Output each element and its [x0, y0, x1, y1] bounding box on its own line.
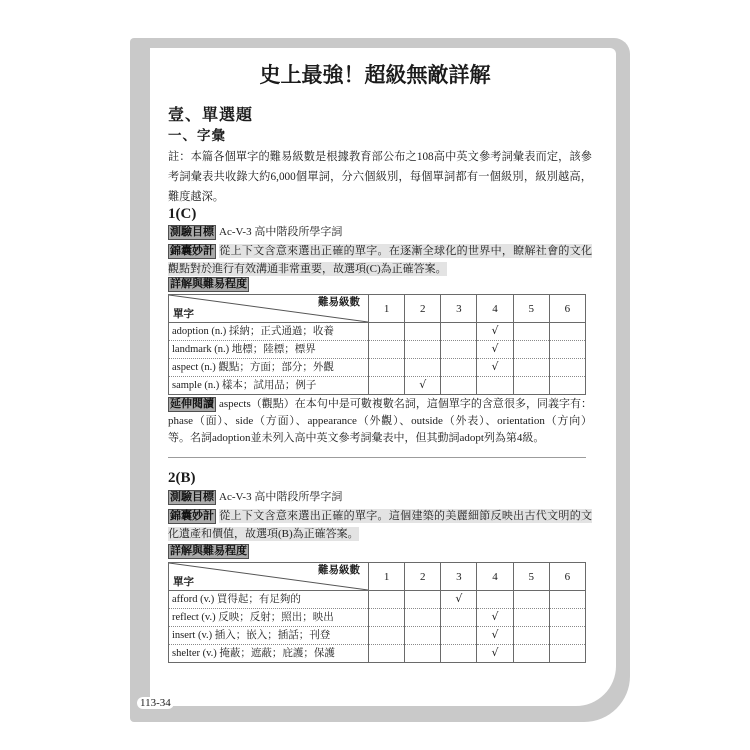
tip-text: 從上下文含意來選出正確的單字。這個建築的美麗細節反映出古代文明的文化遺產和價值，故選項(B)為正確答案。	[168, 510, 592, 540]
detail-label: 詳解與難易程度	[170, 278, 247, 290]
tip-label: 錦囊妙計	[170, 510, 214, 522]
level-cell	[441, 377, 477, 395]
level-cell	[549, 341, 585, 359]
level-header: 5	[513, 563, 549, 591]
level-cell	[441, 359, 477, 377]
test-target-text: Ac-V-3 高中階段所學字詞	[219, 491, 343, 503]
table-head	[169, 563, 586, 591]
level-cell	[441, 341, 477, 359]
check-mark: √	[491, 646, 499, 659]
level-cell	[405, 591, 441, 609]
section-heading: 壹、單選題	[168, 105, 254, 124]
table-corner-cell	[169, 563, 369, 591]
check-mark: √	[491, 360, 499, 373]
corner-label-level: 難易級數	[318, 565, 360, 576]
table-row	[169, 377, 586, 395]
note-paragraph: 註：本篇各個單字的難易級數是根據教育部公布之108高中英文參考詞彙表而定，該參考詞彙表共收錄大約6,000個單詞，分六個級別，每個單詞都有一個級別，級別越高，難度越深。	[168, 151, 592, 203]
level-cell	[549, 359, 585, 377]
level-cell	[513, 323, 549, 341]
test-target-label: 測驗目標	[170, 226, 214, 238]
level-cell	[369, 609, 405, 627]
word-cell: aspect (n.) 觀點；方面；部分；外觀	[169, 359, 369, 377]
level-cell	[369, 377, 405, 395]
level-cell	[441, 627, 477, 645]
difficulty-table-1	[168, 294, 586, 395]
section-divider	[168, 457, 586, 458]
word-cell: insert (v.) 插入；嵌入；插話；刊登	[169, 627, 369, 645]
check-mark: √	[455, 592, 463, 605]
level-cell	[513, 609, 549, 627]
corner-label-word: 單字	[173, 309, 194, 320]
level-header: 2	[405, 563, 441, 591]
level-cell	[441, 323, 477, 341]
level-cell	[369, 359, 405, 377]
level-header: 5	[513, 295, 549, 323]
level-cell	[513, 377, 549, 395]
page-title: 史上最強！超級無敵詳解	[259, 63, 491, 87]
question-1-heading: 1(C)	[168, 206, 197, 222]
check-mark: √	[491, 628, 499, 641]
question-1-extended-reading	[168, 396, 592, 447]
level-header: 6	[549, 563, 585, 591]
check-mark-cell	[477, 627, 513, 645]
level-header: 1	[369, 295, 405, 323]
question-1-target-row	[168, 224, 592, 241]
level-cell	[513, 591, 549, 609]
table-body	[169, 591, 586, 663]
word-cell: reflect (v.) 反映；反射；照出；映出	[169, 609, 369, 627]
level-cell	[405, 627, 441, 645]
test-target-text: Ac-V-3 高中階段所學字詞	[219, 226, 343, 238]
level-cell	[369, 591, 405, 609]
question-1-tip	[168, 242, 592, 278]
check-mark-cell	[477, 323, 513, 341]
tip-label: 錦囊妙計	[170, 245, 214, 257]
table-row	[169, 609, 586, 627]
level-cell	[513, 359, 549, 377]
word-cell: shelter (v.) 掩蔽；遮蔽；庇護；保護	[169, 645, 369, 663]
level-cell	[441, 645, 477, 663]
page-number: 113-34	[137, 697, 174, 709]
level-cell	[369, 645, 405, 663]
tip-text: 從上下文含意來選出正確的單字。在逐漸全球化的世界中，瞭解社會的文化觀點對於進行有效溝通非常重要，故選項(C)為正確答案。	[168, 245, 592, 275]
corner-label-level: 難易級數	[318, 297, 360, 308]
corner-label-word: 單字	[173, 577, 194, 588]
level-header: 1	[369, 563, 405, 591]
level-cell	[369, 341, 405, 359]
question-2-heading: 2(B)	[168, 470, 196, 486]
level-header: 4	[477, 295, 513, 323]
check-mark-cell	[405, 377, 441, 395]
test-target-label: 測驗目標	[170, 491, 214, 503]
level-cell	[369, 627, 405, 645]
level-cell	[405, 341, 441, 359]
word-cell: landmark (n.) 地標；陸標；標界	[169, 341, 369, 359]
check-mark: √	[491, 610, 499, 623]
check-mark-cell	[441, 591, 477, 609]
level-header: 2	[405, 295, 441, 323]
table-head	[169, 295, 586, 323]
table-row	[169, 591, 586, 609]
level-header: 3	[441, 563, 477, 591]
check-mark: √	[491, 342, 499, 355]
level-header: 3	[441, 295, 477, 323]
table-row	[169, 341, 586, 359]
table-row	[169, 323, 586, 341]
question-1-detail-row	[168, 276, 592, 293]
word-cell: sample (n.) 樣本；試用品；例子	[169, 377, 369, 395]
level-header: 6	[549, 295, 585, 323]
table-corner-cell	[169, 295, 369, 323]
level-header: 4	[477, 563, 513, 591]
question-2-target-row	[168, 489, 592, 506]
question-2-tip	[168, 507, 592, 543]
level-cell	[549, 323, 585, 341]
table-row	[169, 645, 586, 663]
level-cell	[441, 609, 477, 627]
level-cell	[405, 645, 441, 663]
level-cell	[549, 609, 585, 627]
check-mark-cell	[477, 359, 513, 377]
word-cell: adoption (n.) 採納；正式通過；收養	[169, 323, 369, 341]
level-cell	[405, 323, 441, 341]
level-cell	[513, 341, 549, 359]
check-mark-cell	[477, 341, 513, 359]
level-cell	[405, 609, 441, 627]
table-header-row	[169, 295, 586, 323]
level-cell	[549, 591, 585, 609]
level-cell	[405, 359, 441, 377]
check-mark-cell	[477, 645, 513, 663]
check-mark-cell	[477, 609, 513, 627]
level-cell	[549, 377, 585, 395]
level-cell	[477, 377, 513, 395]
table-row	[169, 359, 586, 377]
word-cell: afford (v.) 買得起；有足夠的	[169, 591, 369, 609]
table-header-row	[169, 563, 586, 591]
difficulty-table-2	[168, 562, 586, 663]
table-row	[169, 627, 586, 645]
question-2-detail-row	[168, 543, 592, 560]
subsection-heading: 一、字彙	[168, 128, 226, 144]
extended-reading-label: 延伸閱讀	[170, 398, 214, 410]
level-cell	[549, 645, 585, 663]
level-cell	[477, 591, 513, 609]
level-cell	[549, 627, 585, 645]
level-cell	[513, 645, 549, 663]
check-mark: √	[491, 324, 499, 337]
table-body	[169, 323, 586, 395]
extended-reading-text: aspects（觀點）在本句中是可數複數名詞，這個單字的含意很多，同義字有：phase（面）、side（方面）、appearance（外觀）、outside（外表）、orientation（方向）等。名詞adoption並未列入高中英文參考詞彙表中，但其動詞adopt列為第4級。	[168, 398, 592, 444]
check-mark: √	[419, 378, 427, 391]
level-cell	[369, 323, 405, 341]
level-cell	[513, 627, 549, 645]
detail-label: 詳解與難易程度	[170, 545, 247, 557]
